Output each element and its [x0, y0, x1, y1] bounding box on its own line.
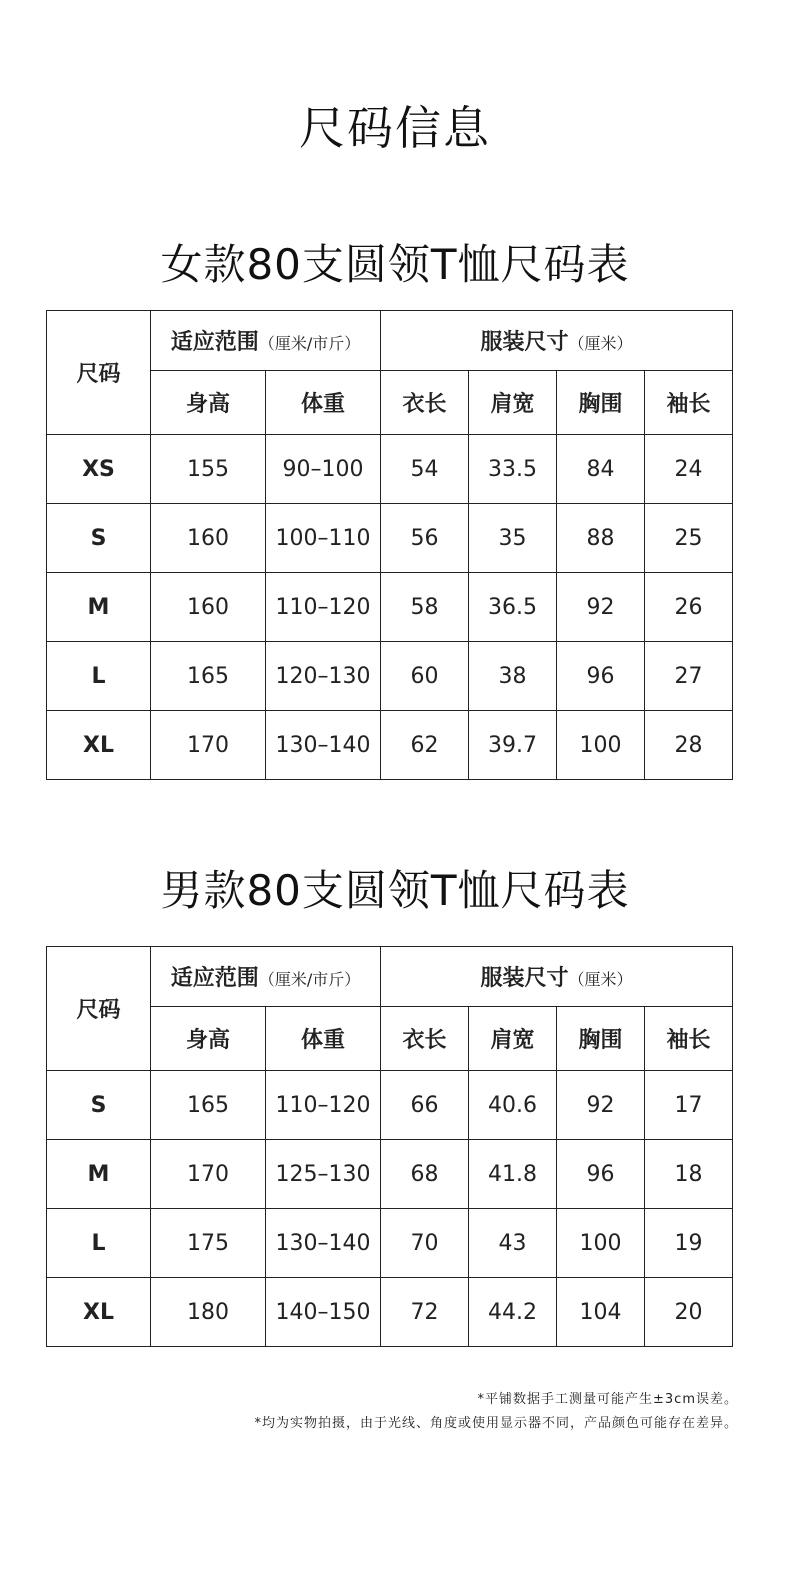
table-row [47, 711, 733, 780]
footnote-color-difference: *均为实物拍摄，由于光线、角度或使用显示器不同，产品颜色可能存在差异。 [254, 1416, 738, 1431]
weight-cell: 125–130 [266, 1140, 381, 1209]
length-cell: 70 [381, 1209, 469, 1278]
garment-size-unit: （厘米） [568, 970, 633, 989]
length-cell: 62 [381, 711, 469, 780]
chest-cell: 88 [557, 504, 645, 573]
table-row [47, 504, 733, 573]
height-cell: 175 [151, 1209, 266, 1278]
weight-cell: 130–140 [266, 1209, 381, 1278]
chest-cell: 100 [557, 1209, 645, 1278]
shoulder-cell: 41.8 [469, 1140, 557, 1209]
shoulder-cell: 33.5 [469, 435, 557, 504]
column-header-length: 衣长 [381, 1007, 469, 1071]
shoulder-cell: 39.7 [469, 711, 557, 780]
shoulder-cell: 38 [469, 642, 557, 711]
table-row [47, 1209, 733, 1278]
size-label: S [47, 504, 151, 573]
column-header-length: 衣长 [381, 371, 469, 435]
size-column-header: 尺码 [47, 947, 151, 1071]
fit-range-unit: （厘米/市斤） [258, 970, 361, 989]
fit-range-group-header [151, 311, 381, 371]
sleeve-cell: 25 [645, 504, 733, 573]
size-label: XL [47, 711, 151, 780]
sleeve-cell: 27 [645, 642, 733, 711]
fit-range-label: 适应范围 [170, 330, 259, 355]
size-label: L [47, 642, 151, 711]
sleeve-cell: 18 [645, 1140, 733, 1209]
length-cell: 58 [381, 573, 469, 642]
garment-size-group-header [381, 311, 733, 371]
garment-size-label: 服装尺寸 [480, 966, 569, 991]
size-label: M [47, 573, 151, 642]
weight-cell: 140–150 [266, 1278, 381, 1347]
weight-cell: 110–120 [266, 1071, 381, 1140]
length-cell: 66 [381, 1071, 469, 1140]
table-row [47, 1278, 733, 1347]
chest-cell: 84 [557, 435, 645, 504]
men-size-table [46, 946, 733, 1347]
sleeve-cell: 24 [645, 435, 733, 504]
table-row [47, 435, 733, 504]
table-row [47, 1140, 733, 1209]
page-title: 尺码信息 [299, 101, 491, 155]
shoulder-cell: 36.5 [469, 573, 557, 642]
column-header-height: 身高 [151, 1007, 266, 1071]
women-table-title: 女款80支圆领T恤尺码表 [160, 240, 630, 289]
weight-cell: 90–100 [266, 435, 381, 504]
footnotes [254, 1388, 738, 1436]
chest-cell: 104 [557, 1278, 645, 1347]
height-cell: 165 [151, 1071, 266, 1140]
sleeve-cell: 19 [645, 1209, 733, 1278]
weight-cell: 100–110 [266, 504, 381, 573]
chest-cell: 92 [557, 573, 645, 642]
length-cell: 56 [381, 504, 469, 573]
column-header-weight: 体重 [266, 371, 381, 435]
height-cell: 180 [151, 1278, 266, 1347]
garment-size-label: 服装尺寸 [480, 330, 569, 355]
sleeve-cell: 20 [645, 1278, 733, 1347]
height-cell: 165 [151, 642, 266, 711]
table-row [47, 573, 733, 642]
sleeve-cell: 17 [645, 1071, 733, 1140]
chest-cell: 100 [557, 711, 645, 780]
length-cell: 72 [381, 1278, 469, 1347]
shoulder-cell: 35 [469, 504, 557, 573]
height-cell: 160 [151, 573, 266, 642]
size-label: XS [47, 435, 151, 504]
weight-cell: 130–140 [266, 711, 381, 780]
height-cell: 160 [151, 504, 266, 573]
column-header-sleeve: 袖长 [645, 371, 733, 435]
weight-cell: 120–130 [266, 642, 381, 711]
column-header-shoulder: 肩宽 [469, 371, 557, 435]
footnote-measurement-error: *平铺数据手工测量可能产生±3cm误差。 [477, 1392, 738, 1407]
column-header-chest: 胸围 [557, 371, 645, 435]
chest-cell: 96 [557, 642, 645, 711]
length-cell: 60 [381, 642, 469, 711]
column-header-weight: 体重 [266, 1007, 381, 1071]
column-header-chest: 胸围 [557, 1007, 645, 1071]
shoulder-cell: 44.2 [469, 1278, 557, 1347]
size-label: S [47, 1071, 151, 1140]
chest-cell: 96 [557, 1140, 645, 1209]
shoulder-cell: 43 [469, 1209, 557, 1278]
length-cell: 54 [381, 435, 469, 504]
sleeve-cell: 28 [645, 711, 733, 780]
height-cell: 170 [151, 1140, 266, 1209]
size-label: XL [47, 1278, 151, 1347]
fit-range-group-header [151, 947, 381, 1007]
garment-size-unit: （厘米） [568, 334, 633, 353]
shoulder-cell: 40.6 [469, 1071, 557, 1140]
column-header-shoulder: 肩宽 [469, 1007, 557, 1071]
weight-cell: 110–120 [266, 573, 381, 642]
garment-size-group-header [381, 947, 733, 1007]
length-cell: 68 [381, 1140, 469, 1209]
chest-cell: 92 [557, 1071, 645, 1140]
size-column-header: 尺码 [47, 311, 151, 435]
size-label: L [47, 1209, 151, 1278]
table-row [47, 1071, 733, 1140]
size-label: M [47, 1140, 151, 1209]
fit-range-unit: （厘米/市斤） [258, 334, 361, 353]
height-cell: 155 [151, 435, 266, 504]
men-table-title: 男款80支圆领T恤尺码表 [160, 866, 630, 915]
height-cell: 170 [151, 711, 266, 780]
women-size-table [46, 310, 733, 780]
table-row [47, 642, 733, 711]
fit-range-label: 适应范围 [170, 966, 259, 991]
sleeve-cell: 26 [645, 573, 733, 642]
column-header-height: 身高 [151, 371, 266, 435]
column-header-sleeve: 袖长 [645, 1007, 733, 1071]
